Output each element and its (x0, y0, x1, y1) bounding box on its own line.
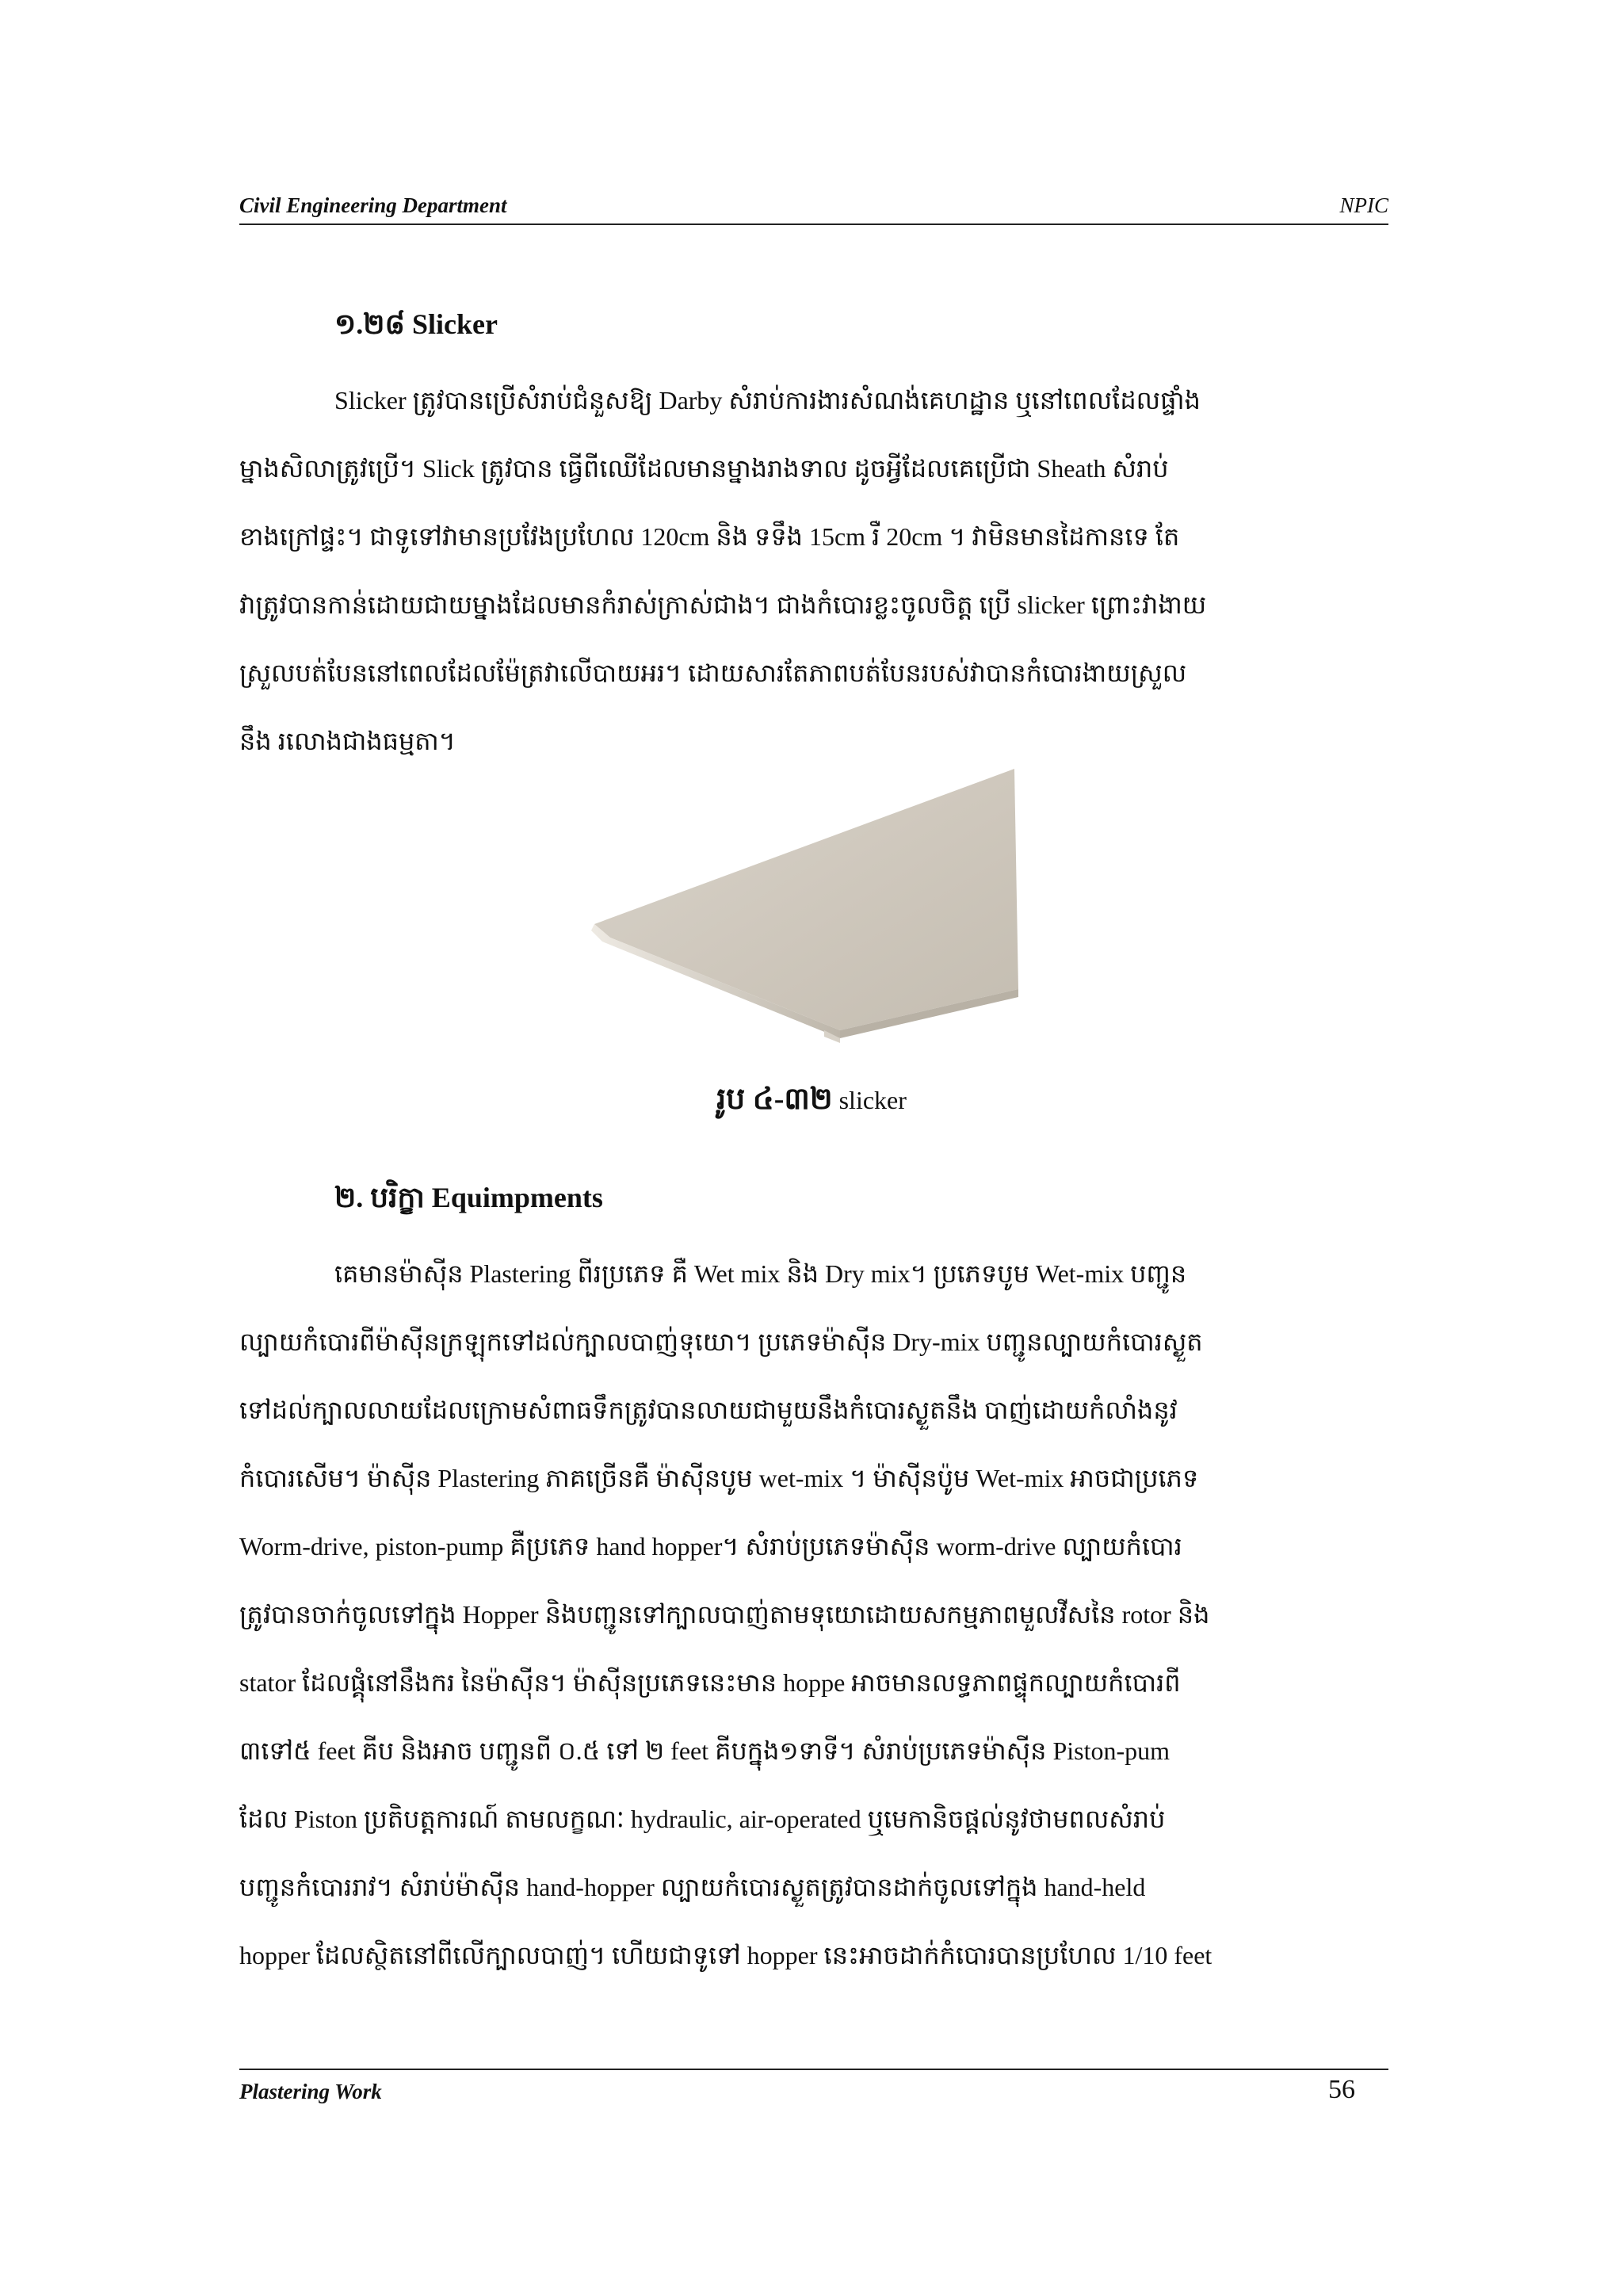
header-institution: NPIC (1339, 193, 1388, 217)
paragraph-line: stator ដែលផ្គុំនៅនឹងករ នៃម៉ាស៊ីន។ ម៉ាស៊ីនប្រភេទនេះមាន hoppe អាចមានលទ្ធភាពផ្ទុកល្បាយកំបោរពី (239, 1668, 1181, 1697)
paragraph-line: គេមានម៉ាស៊ីន Plastering ពីរប្រភេទ គឺ Wet mix និង Dry mix។ ប្រភេទបូម Wet-mix បញ្ជូន (334, 1259, 1187, 1288)
paragraph-line: ទៅដល់ក្បាលលាយដែលក្រោមសំពាធទឹកត្រូវបានលាយជាមួយនឹងកំបោរស្ងួតនឹង បាញ់ដោយកំលាំងនូវ (239, 1396, 1178, 1424)
equipments-paragraph (239, 1240, 1388, 1989)
slicker-paragraph (239, 366, 1388, 775)
caption-label: រូប ៤-៣២ (716, 1083, 833, 1116)
section-heading-slicker: ១.២៨ Slicker (334, 308, 498, 340)
paragraph-line: វាត្រូវបានកាន់ដោយជាយម្នាងដែលមានកំរាស់ក្រាស់ជាង។ ជាងកំបោរខ្លះចូលចិត្ត ប្រើ slicker ព្រោះវាងាយ (239, 590, 1207, 619)
paragraph-line: Slicker ត្រូវបានប្រើសំរាប់ជំនួសឱ្យ Darby សំរាប់ការងារសំណង់គេហដ្ឋាន ឬនៅពេលដែលផ្ទាំង (334, 386, 1201, 415)
page-number: 56 (1328, 2075, 1355, 2104)
slicker-board-image (586, 769, 1030, 1054)
paragraph-line: ត្រូវបានចាក់ចូលទៅក្នុង Hopper និងបញ្ជូនទៅក្បាលបាញ់តាមទុយោដោយសកម្មភាពមួលវីសនៃ rotor និង (239, 1600, 1210, 1629)
figure-caption (0, 1079, 1623, 1124)
paragraph-line: hopper ដែលស្ថិតនៅពីលើក្បាលបាញ់។ ហើយជាទូទៅ hopper នេះអាចដាក់កំបោរបានប្រហែល 1/10 feet (239, 1941, 1212, 1969)
paragraph-line: ល្បាយកំបោរពីម៉ាស៊ីនក្រឡុកទៅដល់ក្បាលបាញ់ទុយោ។ ប្រភេទម៉ាស៊ីន Dry-mix បញ្ជូនល្បាយកំបោរស្ងួត (239, 1328, 1203, 1356)
slicker-figure (586, 769, 1030, 1054)
paragraph-line: ម្នាងសិលាត្រូវប្រើ។ Slick ត្រូវបាន ធ្វើពីឈើដែលមានម្នាងរាងទាល ដូចអ្វីដែលគេប្រើជា Sheath សំរាប់ (239, 454, 1169, 483)
paragraph-line: កំបោរសើម។ ម៉ាស៊ីន Plastering ភាគច្រើនគឺ ម៉ាស៊ីនបូម wet-mix ។ ម៉ាស៊ីនប៉ូម Wet-mix អាចជាប្រភេទ (239, 1464, 1199, 1492)
paragraph-line: ខាងក្រៅផ្ទះ។ ជាទូទៅវាមានប្រវែងប្រហែល 120cm និង ទទឹង 15cm រឺ 20cm ។ វាមិនមានដៃកានទេ តែ (239, 522, 1180, 551)
paragraph-line: បញ្ជូនកំបោររាវ។ សំរាប់ម៉ាស៊ីន hand-hopper ល្បាយកំបោរស្ងួតត្រូវបានដាក់ចូលទៅក្នុង hand-held (239, 1873, 1146, 1901)
paragraph-line: ដែល Piston ប្រតិបត្តការណ៍ តាមលក្ខណៈ hydraulic, air-operated ឬមេកានិចផ្តល់នូវថាមពលសំរាប់ (239, 1805, 1166, 1833)
section-heading-equipments: ២. បរិក្ខា Equimpments (334, 1182, 603, 1213)
paragraph-line: ស្រួលបត់បែននៅពេលដែលម៉ែត្រវាលើបាយអរ។ ដោយសារតែភាពបត់បែនរបស់វាបានកំបោរងាយស្រួល (239, 659, 1187, 687)
caption-text: slicker (838, 1086, 907, 1114)
page-header (239, 193, 1388, 225)
paragraph-line: ៣ទៅ៥ feet គីប និងអាច បញ្ជូនពី ០.៥ ទៅ ២ feet គីបក្នុង១ទាទី។ សំរាប់ប្រភេទម៉ាស៊ីន Piston-pum (239, 1736, 1170, 1765)
header-department: Civil Engineering Department (239, 193, 507, 217)
footer-chapter-title: Plastering Work (239, 2080, 382, 2103)
page-footer (239, 2069, 1388, 2118)
paragraph-line: នឹង រលោងជាងធម្មតា។ (239, 727, 456, 755)
paragraph-line: Worm-drive, piston-pump គឺប្រភេទ hand hopper។ សំរាប់ប្រភេទម៉ាស៊ីន worm-drive ល្បាយកំបោរ (239, 1532, 1182, 1561)
